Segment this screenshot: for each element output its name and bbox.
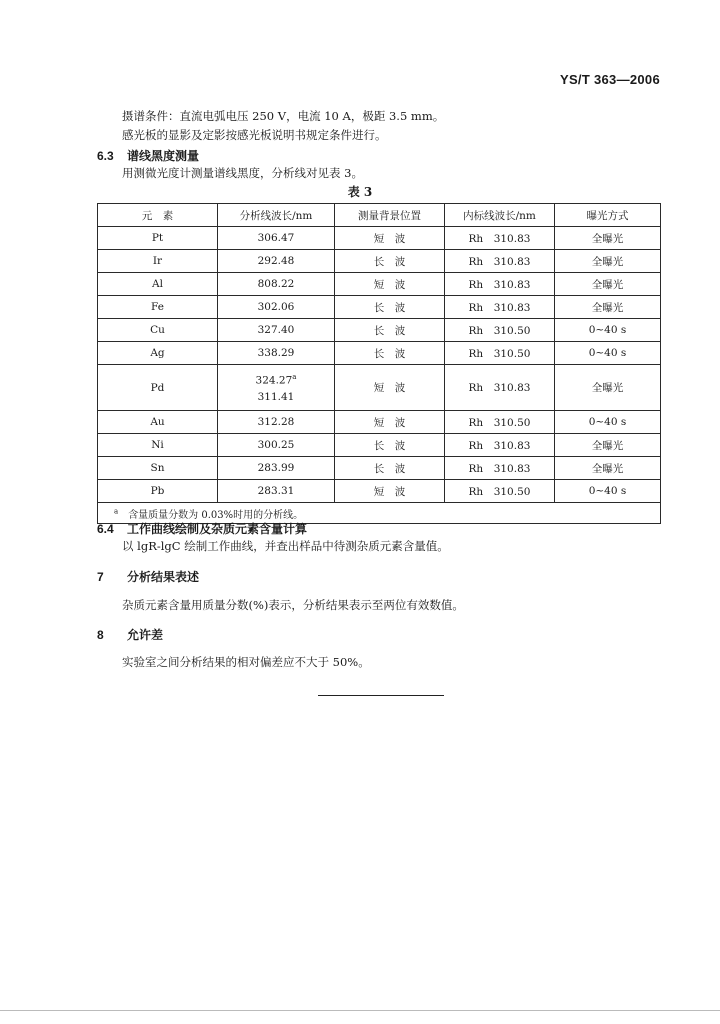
- wavelength-cell: 283.31: [218, 480, 335, 503]
- background-cell: 短 波: [335, 365, 445, 411]
- section-6-4-heading: [97, 520, 307, 537]
- table-row: [98, 250, 661, 273]
- column-header: 内标线波长/nm: [445, 204, 555, 227]
- section-6-4-text: 以 lgR-lgC 绘制工作曲线，并查出样品中待测杂质元素含量值。: [122, 539, 449, 553]
- exposure-cell: 0~40 s: [555, 319, 661, 342]
- table-row: [98, 365, 661, 411]
- background-cell: 长 波: [335, 342, 445, 365]
- section-8-text: 实验室之间分析结果的相对偏差应不大于 50%。: [122, 655, 370, 669]
- section-title: 谱线黑度测量: [127, 149, 200, 163]
- wavelength-cell: 300.25: [218, 434, 335, 457]
- internal-standard-cell: Rh 310.83: [445, 227, 555, 250]
- section-number: 6.4: [97, 522, 114, 536]
- end-rule: [318, 695, 444, 696]
- internal-standard-cell: Rh 310.83: [445, 296, 555, 319]
- column-header: 测量背景位置: [335, 204, 445, 227]
- wavelength-cell: 302.06: [218, 296, 335, 319]
- background-cell: 长 波: [335, 434, 445, 457]
- footnote-text: 含量质量分数为 0.03%时用的分析线。: [128, 509, 304, 521]
- column-header: 曝光方式: [555, 204, 661, 227]
- internal-standard-cell: Rh 310.83: [445, 250, 555, 273]
- exposure-cell: 0~40 s: [555, 342, 661, 365]
- element-cell: Ag: [98, 342, 218, 365]
- wavelength-cell: 283.99: [218, 457, 335, 480]
- table-row: [98, 457, 661, 480]
- section-title: 允许差: [127, 628, 164, 642]
- column-header: 元 素: [98, 204, 218, 227]
- element-cell: Au: [98, 411, 218, 434]
- element-cell: Cu: [98, 319, 218, 342]
- background-cell: 长 波: [335, 250, 445, 273]
- background-cell: 短 波: [335, 411, 445, 434]
- wavelength-cell: 306.47: [218, 227, 335, 250]
- table-header-row: [98, 204, 661, 227]
- internal-standard-cell: Rh 310.83: [445, 273, 555, 296]
- wavelength-cell: 327.40: [218, 319, 335, 342]
- element-cell: Ir: [98, 250, 218, 273]
- background-cell: 短 波: [335, 227, 445, 250]
- table-row: [98, 227, 661, 250]
- internal-standard-cell: Rh 310.83: [445, 365, 555, 411]
- exposure-cell: 全曝光: [555, 273, 661, 296]
- column-header: 分析线波长/nm: [218, 204, 335, 227]
- internal-standard-cell: Rh 310.50: [445, 342, 555, 365]
- table-row: [98, 342, 661, 365]
- element-cell: Pb: [98, 480, 218, 503]
- exposure-cell: 全曝光: [555, 250, 661, 273]
- wavelength-line-1: [218, 369, 334, 390]
- table-row: [98, 273, 661, 296]
- footnote-marker: a: [292, 372, 297, 381]
- background-cell: 长 波: [335, 457, 445, 480]
- background-cell: 短 波: [335, 480, 445, 503]
- section-number: 7: [97, 570, 104, 584]
- table-row: [98, 411, 661, 434]
- exposure-cell: 0~40 s: [555, 411, 661, 434]
- wavelength-cell: 808.22: [218, 273, 335, 296]
- exposure-cell: 全曝光: [555, 296, 661, 319]
- section-number: 8: [97, 628, 104, 642]
- section-7-heading: [97, 568, 199, 585]
- exposure-cell: 全曝光: [555, 227, 661, 250]
- table-row: [98, 434, 661, 457]
- element-cell: Al: [98, 273, 218, 296]
- standard-code: YS/T 363—2006: [559, 72, 660, 87]
- internal-standard-cell: Rh 310.83: [445, 457, 555, 480]
- section-number: 6.3: [97, 149, 114, 163]
- background-cell: 短 波: [335, 273, 445, 296]
- table-caption: 表 3: [347, 185, 373, 199]
- intro-line-2: 感光板的显影及定影按感光板说明书规定条件进行。: [122, 128, 387, 142]
- background-cell: 长 波: [335, 296, 445, 319]
- wavelength-line-2: 311.41: [257, 391, 295, 404]
- element-cell: Pt: [98, 227, 218, 250]
- exposure-cell: 全曝光: [555, 434, 661, 457]
- exposure-cell: 0~40 s: [555, 480, 661, 503]
- exposure-cell: 全曝光: [555, 457, 661, 480]
- internal-standard-cell: Rh 310.50: [445, 480, 555, 503]
- element-cell: Pd: [98, 365, 218, 411]
- wavelength-value: 324.27: [255, 374, 293, 387]
- section-6-3-text: 用测微光度计测量谱线黑度，分析线对见表 3。: [122, 166, 363, 180]
- table-row: [98, 296, 661, 319]
- element-cell: Ni: [98, 434, 218, 457]
- section-6-3-heading: [97, 147, 199, 164]
- analysis-line-table: [97, 203, 661, 524]
- wavelength-cell: 292.48: [218, 250, 335, 273]
- section-title: 分析结果表述: [127, 570, 200, 584]
- intro-line-1: 摄谱条件：直流电弧电压 250 V，电流 10 A，极距 3.5 mm。: [122, 109, 445, 123]
- wavelength-cell: 312.28: [218, 411, 335, 434]
- table-row: [98, 480, 661, 503]
- wavelength-cell: [218, 365, 335, 411]
- page-bottom-line: [0, 1010, 720, 1011]
- internal-standard-cell: Rh 310.50: [445, 319, 555, 342]
- background-cell: 长 波: [335, 319, 445, 342]
- internal-standard-cell: Rh 310.50: [445, 411, 555, 434]
- section-8-heading: [97, 626, 163, 643]
- section-title: 工作曲线绘制及杂质元素含量计算: [127, 522, 308, 536]
- section-7-text: 杂质元素含量用质量分数(%)表示，分析结果表示至两位有效数值。: [122, 598, 464, 612]
- footnote-marker: a: [114, 507, 119, 516]
- internal-standard-cell: Rh 310.83: [445, 434, 555, 457]
- element-cell: Sn: [98, 457, 218, 480]
- exposure-cell: 全曝光: [555, 365, 661, 411]
- wavelength-cell: 338.29: [218, 342, 335, 365]
- element-cell: Fe: [98, 296, 218, 319]
- table-row: [98, 319, 661, 342]
